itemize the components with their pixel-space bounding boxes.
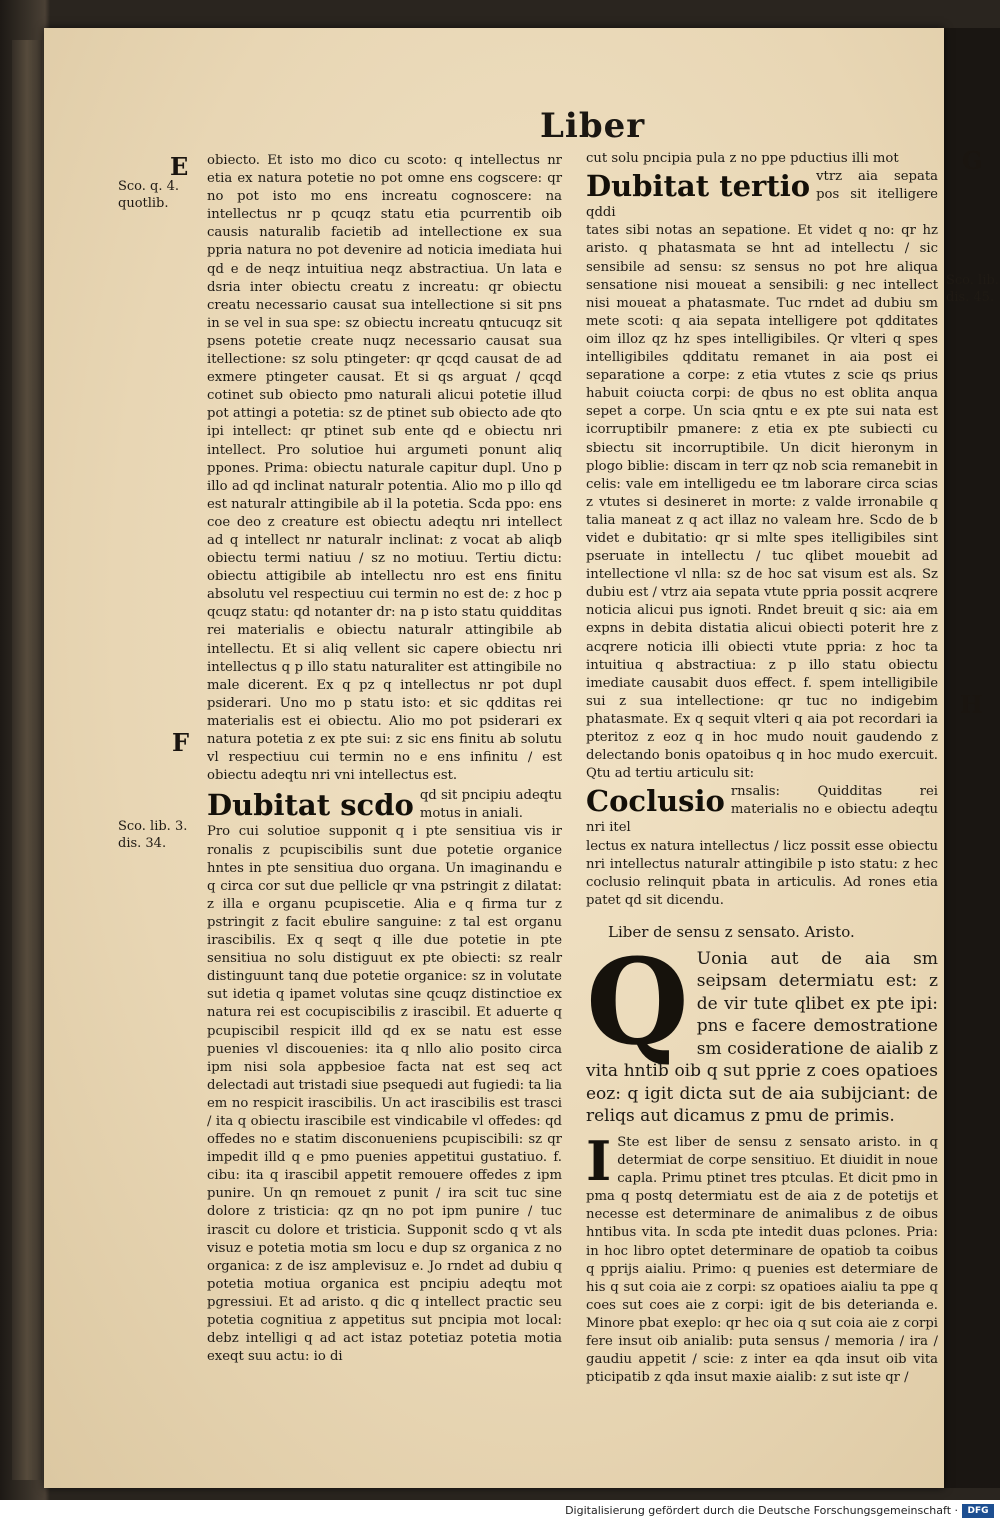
- dfg-logo: DFG: [962, 1504, 994, 1518]
- right-paragraph-3: tates sibi notas an sepatione. Et videt q no: qr hz aristo. q phatasmata se hnt ad intellectu / sic sensibile ad sensu: sz sensus no pot hre aliqua sensatione nisi moueat a sensibili: g nec intellect nisi moueat a phatasmate. Tuc rndet ad dubiu sm mete scoti: q aia sepata intelligere pot qdditates oim illoz qz hz spes intelligibiles. Qr vlteri q spes intelligibiles qdditatu remanet in aia post ei separatione a corpe: z etia vtutes z scie qs prius habuit coiucta corpi: de qbus no est oblita anqua sepet a corpe. Un scia qntu e ex pte sui nata est icorruptibilr pmanere: z etia ex pte subiecti cu sbiectu sit incorruptibile. Un dicit hieronym in plogo biblie: discam in terr qz nob scia remanebit in celis: vale em intelligedu ee tm laborare circa scias z vtutes si desineret in morte: z valde irronabile q talia maneat z q act illaz no valeam hre. Scdo de b videt e dubitatio: qr si mlte spes itelligibiles sint pseruate in intellectu / tuc qlibet mouebit ad intellectione vl nlla: sz de hoc sat visum est als. Sz dubiu est / vtrz aia sepata vtute ppria possit acqrere noticia alicui pus ignoti. Rndet breuit q sic: aia em expns in debita distatia alicui obiecti poterit hre z acqrere noticia illi obiecti vtute ppria: z hoc ta intuitiua q abstractiua: z p illo statu obiectu imediate causabit duos effect. f. spem intelligibile sui z sua intellectione: qr tuc no indigebim phatasmate. Ex q sequit vlteri q aia pot recordari ia pteritoz z eoz q in hoc mudo nouit gaudendo z delectando bonis opatoibus q in hoc mudo exercuit. Qtu ad tertiu articulu sit:: [586, 223, 938, 782]
- margin-letter-g: G: [962, 146, 983, 175]
- heading-dubitat-secundo: Dubitat scdo: [207, 788, 414, 823]
- commentary-paragraph: Ste est liber de sensu z sensato aristo. in q determiat de corpe sensitiuo. Et diuidit in noue capla. Primu ptinet tres ptculas. Et dicit pmo in pma q postq determiatu est de aia z de potetijs et necesse est determinare de animalibus z de oibus hntibus vita. In scda pte intedit duas pclones. Pria: in hoc libro optet determinare de opatiob ta coibus q pprijs aialiu. Primo: q puenies est determiare de his q sut coia aie z corpi: sz opatioes aialiu ta ppe q coes sut coes aie z corpi: igit de bis deterianda e. Minore pbat exeplo: qr hec oia q sut coia aie z corpi fere insut oib anialib: puta sensus / memoria / ira / gaudiu appetit / scie: z inter ea qda insut oib vita pticipatib z qda insut maxie aialib: z sut iste qr /: [586, 1134, 938, 1386]
- book-spine: [12, 40, 42, 1480]
- margin-letter-f: F: [172, 728, 190, 757]
- book-subtitle: Liber de sensu z sensato. Aristo.: [608, 922, 855, 941]
- footer-credit: Digitalisierung gefördert durch die Deutsche Forschungsgemeinschaft ·: [565, 1504, 958, 1517]
- left-column: [207, 152, 562, 1366]
- margin-letter-e: E: [170, 152, 189, 181]
- heading-conclusio-tail: rnsalis: Quidditas rei materialis no e obiectu adeqtu nri itel: [586, 784, 938, 836]
- margin-note-top: Sco. q. 4. quotlib.: [118, 179, 180, 211]
- opening-paragraph-block: [586, 948, 938, 1128]
- heading-conclusio-block: [586, 783, 938, 837]
- heading-secundo-tail: qd sit pncipiu adeqtu motus in aniali.: [419, 788, 562, 822]
- opening-paragraph: Uonia aut de aia sm seipsam determiatu est: z de vir tute qlibet ex pte ipi: pns e facere demostratione sm cosideratione de aialib z vita hntib oib q sut pprie z coes opatioes eoz: q igit dicta sut de aia subijciant: de reliqs aut dicamus z pmu de primis.: [586, 948, 938, 1127]
- margin-note-bottom: Sco. lib. 3. dis. 34.: [118, 819, 188, 851]
- commentary-block: [586, 1134, 938, 1387]
- heading-tertio-tail: vtrz aia sepata pos sit itelligere qddi: [586, 169, 938, 221]
- right-column: [586, 150, 938, 1387]
- initial-letter-q: Q: [586, 947, 689, 1071]
- footer-bar: [0, 1500, 1000, 1523]
- right-dark-strip: [944, 28, 1000, 1488]
- running-head: Liber: [540, 106, 646, 146]
- margin-note-right: Sco. lib. dis. 45.: [946, 273, 999, 305]
- heading-dubitat-tertio: Dubitat tertio: [586, 169, 811, 204]
- left-paragraph-2: Pro cui solutioe supponit q i pte sensitiua vis ir ronalis z pcupiscibilis sunt due potetie organice hntes in pte sensitiua duo organa. Un imaginandu e q circa cor sut due pellicle qr vna pstringit z dilatat: z illa e organu pcupiscetie. Alia e q firma tur z pstringit z facit ebulire sanguine: z tal est organu irascibilis. Ex q seqt q ille due potetie in pte sensitiua no solu distiguut ex pte obiecti: sz realr distinguunt tanq due potetie organice: sz in volutate sut idetia q ipamet volutas sine qcuqz distinctioe ex natura rei est cocupiscibilis z irascibil. Et aduerte q pcupiscibil respicit illd qd ex se natu est esse puenies vl discouenies: ita q nllo alio posito circa ipm nisi sola appbesioe facta nat est seq act delectadi aut tristadi siue psequedi aut fugiedi: ta lia em no respicit irascibilis. Un act irascibilis est trasci / ita q obiectu irascibile est vindicabile vl offedes: qd offedes no e statim disconueniens pcupiscibili: sz qr impedit illd q e pmo puenies appetitui gustatiuo. f. cibu: ita q irascibil appetit remouere offedes z ipm punire. Un qn remouet z punit / ira scit tuc sine dolore z tristicia: qz qn no pot ipm punire / tuc irascit cu dolore et tristicia. Supponit scdo q vt als visuz e potetia motia sm locu e dup sz organica z no organica: z de isz amplevisuz e. Jo rndet ad dubiu q potetia motiua organica est pncipiu adeqtu mot pgressiui. Et ad aristo. q dic q intellect practic seu potetia cognitiua z appetitus sut pncipia mot local: debz intelligi q ad act istaz potetiaz potetia motia exeqt suu actu: io di: [207, 824, 562, 1365]
- left-paragraph-1: obiecto. Et isto mo dico cu scoto: q intellectus nr etia ex natura potetie no pot omne ens cogscere: qr no pot isto mo ens increatu cognoscere: na intellectus nr p qcuqz statu etia pcurrentib oib causis naturalib facietib ad intellectione ex sua ppria natura no pot devenire ad noticia imediata hui qd e de neqz intuitiua neqz abstractiua. Un lata e dsria inter obiectu creatu z increatu: qr obiectu creatu necessario causat sua intellectione si sit pns in se vel in sua spe: sz obiectu increatu qntucuqz sit psens potetie create nuqz necessario causat sua itellectione: sz solu ptingeter: qr qcqd causat de ad exmere ptingeter causat. Et si qs arguat / qcqd cotinet sub obiecto pmo naturali alicui potetie illud pot attingi a potetia: sz de ptinet sub obiecto ade qto ipi intellect: qr ptinet sub ente qd e obiectu nri intellect. Pro solutioe hui argumeti ponunt aliq ppones. Prima: obiectu naturale capitur dupl. Uno p illo ad qd inclinat naturalr potentia. Alio mo p illo qd est naturalr attingibile ab il la potetia. Scda ppo: ens coe deo z creature est obiectu adeqtu nri intellect ad q intellect nr naturalr inclinat: z vocat ab aliqb obiectu termi natiuu / sz no motiuu. Tertiu dictu: obiectu attigibile ab intellectu nro est ens finitu absolutu vel respectiuu cui termin no est de: z hoc p qcuqz statu: qd notanter dr: na p isto statu quidditas rei materialis e obiectu naturalr attingibile ab intellectu. Et si aliq vellent sic capere obiectu nri intellectus q p illo statu naturaliter est attingibile no male dicerent. Ex q pz q intellectus nr pot dupl psiderari. Uno mo p statu isto: et sic qdditas rei materialis est ei obiectu. Alio mo pot psiderari ex natura potetia z ex pte sui: z sic ens finitu ab solutu vl respectiuu cui termin no e ens infinitu / est obiectu adeqtu nri vni intellectus est.: [207, 153, 562, 784]
- right-paragraph-4: lectus ex natura intellectus / licz possit esse obiectu nri intellectus naturalr attingibile p isto statu: z hec coclusio relinquit pbata in articulis. Ad rones etia patet qd sit dicendu.: [586, 838, 938, 908]
- heading-dubitat-secundo-block: [207, 787, 562, 823]
- initial-letter-i: I: [586, 1133, 612, 1193]
- right-line-0: cut solu pncipia pula z no ppe pductius illi mot: [586, 151, 899, 166]
- heading-conclusio: Coclusio: [586, 784, 725, 819]
- heading-dubitat-tertio-block: [586, 168, 938, 222]
- margin-letter-h: H: [960, 690, 983, 719]
